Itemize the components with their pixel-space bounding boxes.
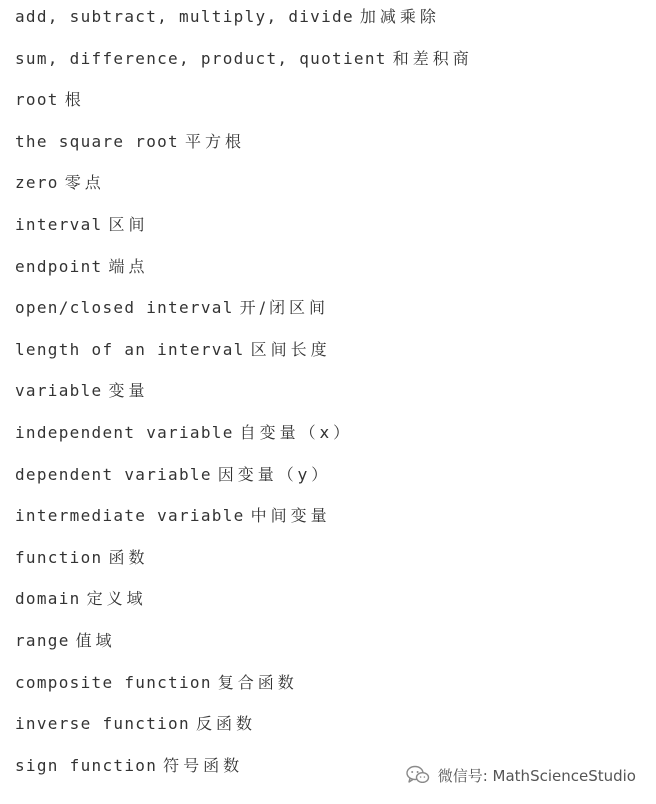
vocab-item xyxy=(15,499,645,541)
vocab-translation: 函数 xyxy=(108,547,149,567)
wechat-watermark xyxy=(406,761,636,789)
vocab-term: function xyxy=(15,547,103,567)
vocab-term: variable xyxy=(15,381,103,401)
vocab-term: sum, difference, product, quotient xyxy=(15,48,387,68)
vocab-item xyxy=(15,291,645,333)
vocab-translation: 值域 xyxy=(75,630,116,650)
vocab-item xyxy=(15,0,645,42)
vocab-item xyxy=(15,333,645,375)
vocab-term: dependent variable xyxy=(15,464,212,484)
vocab-term: the square root xyxy=(15,131,179,151)
vocab-item xyxy=(15,707,645,749)
vocab-item xyxy=(15,666,645,708)
vocab-item xyxy=(15,125,645,167)
vocab-term: add, subtract, multiply, divide xyxy=(15,7,354,26)
vocab-item xyxy=(15,83,645,125)
vocab-item xyxy=(15,250,645,292)
vocabulary-list xyxy=(15,0,645,790)
vocab-term: composite function xyxy=(15,672,212,692)
vocab-translation: 定义域 xyxy=(86,589,147,609)
vocab-translation: 因变量（y） xyxy=(217,464,332,484)
vocab-translation: 根 xyxy=(64,90,85,110)
vocab-translation: 自变量（x） xyxy=(239,422,354,442)
vocab-translation: 加减乘除 xyxy=(359,7,440,26)
vocab-translation: 符号函数 xyxy=(163,755,244,775)
vocab-item xyxy=(15,42,645,84)
vocab-translation: 反函数 xyxy=(195,714,256,734)
vocab-term: length of an interval xyxy=(15,339,245,359)
vocab-translation: 平方根 xyxy=(185,131,246,151)
vocab-term: domain xyxy=(15,589,81,609)
vocab-term: interval xyxy=(15,214,103,234)
vocab-translation: 中间变量 xyxy=(250,506,331,526)
vocab-term: open/closed interval xyxy=(15,298,234,318)
watermark-text: 微信号: MathScienceStudio xyxy=(437,766,636,785)
vocab-translation: 区间 xyxy=(108,214,149,234)
vocab-term: zero xyxy=(15,173,59,193)
vocab-translation: 零点 xyxy=(64,173,105,193)
vocab-item xyxy=(15,166,645,208)
vocab-item xyxy=(15,416,645,458)
vocab-term: inverse function xyxy=(15,714,190,734)
vocab-translation: 和差积商 xyxy=(392,48,473,68)
vocab-item xyxy=(15,374,645,416)
vocab-term: intermediate variable xyxy=(15,506,245,526)
vocab-item xyxy=(15,582,645,624)
vocab-translation: 端点 xyxy=(108,256,149,276)
vocab-translation: 区间长度 xyxy=(250,339,331,359)
vocab-term: independent variable xyxy=(15,422,234,442)
vocab-term: endpoint xyxy=(15,256,103,276)
vocab-item xyxy=(15,541,645,583)
vocab-term: sign function xyxy=(15,755,158,775)
vocab-translation: 复合函数 xyxy=(217,672,298,692)
vocab-translation: 开/闭区间 xyxy=(239,298,330,318)
vocab-item xyxy=(15,624,645,666)
vocab-term: root xyxy=(15,90,59,110)
vocab-item xyxy=(15,208,645,250)
vocab-item xyxy=(15,458,645,500)
vocab-term: range xyxy=(15,630,70,650)
vocab-translation: 变量 xyxy=(108,381,149,401)
wechat-icon xyxy=(406,765,430,785)
